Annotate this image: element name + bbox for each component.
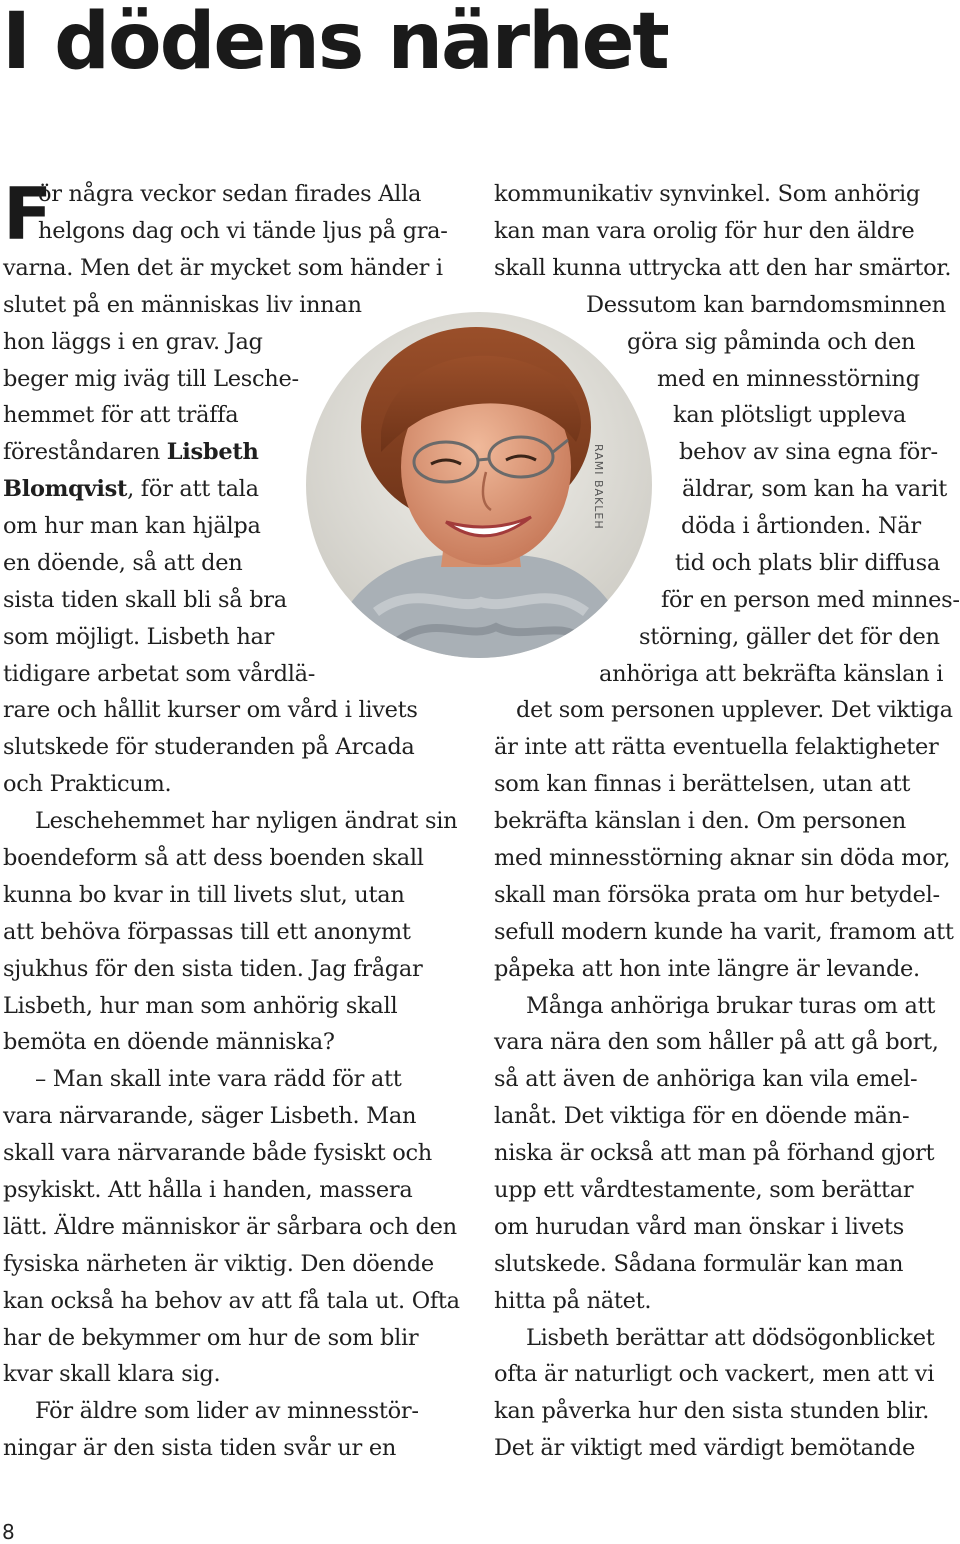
left-line-8 (3, 434, 259, 471)
left-line-16: slutskede för studeranden på Arcada (3, 734, 415, 760)
right-line-32: Lisbeth berättar att dödsögonblicket (526, 1325, 935, 1351)
left-line-2: helgons dag och vi tände ljus på gra- (38, 218, 448, 244)
left-line-9 (3, 471, 259, 508)
right-line-6: med en minnesstörning (657, 366, 920, 392)
right-line-24: vara nära den som håller på att gå bort, (494, 1029, 939, 1055)
left-line-33: kvar skall klara sig. (3, 1361, 221, 1387)
person-first-name: Lisbeth (166, 439, 259, 465)
right-line-13: störning, gäller det för den (639, 624, 940, 650)
left-line-24: bemöta en döende människa? (3, 1029, 335, 1055)
right-line-23: Många anhöriga brukar turas om att (526, 993, 936, 1019)
right-line-12: för en person med minnes- (661, 587, 960, 613)
left-line-12: sista tiden skall bli så bra (3, 587, 287, 613)
person-surname: Blomqvist (3, 476, 128, 502)
right-line-3: skall kunna uttrycka att den har smärtor. (494, 255, 952, 281)
left-line-15: rare och hållit kurser om vård i livets (3, 697, 418, 723)
left-line-3: varna. Men det är mycket som händer i (3, 255, 443, 281)
left-line-5: hon läggs i en grav. Jag (3, 329, 263, 355)
article-title: I dödens närhet (2, 0, 668, 87)
right-line-15: det som personen upplever. Det viktiga (516, 697, 953, 723)
left-line-35: ningar är den sista tiden svår ur en (3, 1435, 397, 1461)
right-line-8: behov av sina egna för- (679, 439, 938, 465)
right-line-25: så att även de anhöriga kan vila emel- (494, 1066, 918, 1092)
right-line-34: kan påverka hur den sista stunden blir. (494, 1398, 930, 1424)
left-line-32: har de bekymmer om hur de som blir (3, 1325, 419, 1351)
right-line-26: lanåt. Det viktiga för en döende män- (494, 1103, 910, 1129)
left-line-14: tidigare arbetat som vårdlä- (3, 661, 316, 687)
right-line-9: äldrar, som kan ha varit (682, 476, 948, 502)
right-line-5: göra sig påminda och den (627, 329, 916, 355)
page-number: 8 (2, 1520, 15, 1544)
right-line-21: sefull modern kunde ha varit, framom att (494, 919, 954, 945)
right-line-22: påpeka att hon inte längre är levande. (494, 956, 920, 982)
drop-cap: F (3, 172, 53, 256)
left-line-11: en döende, så att den (3, 550, 243, 576)
right-line-29: om hurudan vård man önskar i livets (494, 1214, 904, 1240)
right-line-11: tid och plats blir diffusa (675, 550, 940, 576)
left-line-22: sjukhus för den sista tiden. Jag frågar (3, 956, 423, 982)
right-line-28: upp ett vårdtestamente, som berättar (494, 1177, 914, 1203)
right-line-31: hitta på nätet. (494, 1288, 652, 1314)
left-line-18: Leschehemmet har nyligen ändrat sin (35, 808, 458, 834)
right-line-7: kan plötsligt uppleva (673, 402, 907, 428)
right-line-2: kan man vara orolig för hur den äldre (494, 218, 915, 244)
right-line-14: anhöriga att bekräfta känslan i (599, 661, 944, 687)
left-line-31: kan också ha behov av att få tala ut. Ofta (3, 1288, 460, 1314)
left-line-26: vara närvarande, säger Lisbeth. Man (3, 1103, 417, 1129)
right-line-4: Dessutom kan barndomsminnen (586, 292, 946, 318)
right-line-30: slutskede. Sådana formulär kan man (494, 1251, 904, 1277)
left-line-34: För äldre som lider av minnesstör- (35, 1398, 419, 1424)
left-line-30: fysiska närheten är viktig. Den döende (3, 1251, 434, 1277)
right-line-33: ofta är naturligt och vackert, men att vi (494, 1361, 935, 1387)
left-line-7: hemmet för att träffa (3, 402, 239, 428)
left-line-8-text: föreståndaren (3, 439, 160, 465)
left-line-25: – Man skall inte vara rädd för att (35, 1066, 402, 1092)
right-line-1: kommunikativ synvinkel. Som anhörig (494, 181, 921, 207)
left-line-19: boendeform så att dess boenden skall (3, 845, 424, 871)
left-line-13: som möjligt. Lisbeth har (3, 624, 275, 650)
right-line-35: Det är viktigt med värdigt bemötande (494, 1435, 915, 1461)
left-line-4: slutet på en människas liv innan (3, 292, 362, 318)
left-line-20: kunna bo kvar in till livets slut, utan (3, 882, 405, 908)
left-line-10: om hur man kan hjälpa (3, 513, 261, 539)
right-line-19: med minnesstörning aknar sin döda mor, (494, 845, 951, 871)
left-line-28: psykiskt. Att hålla i handen, massera (3, 1177, 413, 1203)
right-line-27: niska är också att man på förhand gjort (494, 1140, 935, 1166)
right-line-17: som kan finnas i berättelsen, utan att (494, 771, 911, 797)
photo-credit: RAMI BAKLEH (592, 444, 605, 530)
left-line-17: och Prakticum. (3, 771, 172, 797)
right-line-20: skall man försöka prata om hur betydel- (494, 882, 940, 908)
right-line-10: döda i årtionden. När (681, 513, 921, 539)
left-line-9-text: , för att tala (127, 476, 259, 502)
left-line-29: lätt. Äldre människor är sårbara och den (3, 1214, 457, 1240)
right-line-16: är inte att rätta eventuella felaktigheter (494, 734, 939, 760)
left-line-21: att behöva förpassas till ett anonymt (3, 919, 411, 945)
left-line-27: skall vara närvarande både fysiskt och (3, 1140, 432, 1166)
right-line-18: bekräfta känslan i den. Om personen (494, 808, 906, 834)
left-line-1: ör några veckor sedan firades Alla (38, 181, 422, 207)
left-line-23: Lisbeth, hur man som anhörig skall (3, 993, 398, 1019)
left-line-6: beger mig iväg till Lesche- (3, 366, 299, 392)
